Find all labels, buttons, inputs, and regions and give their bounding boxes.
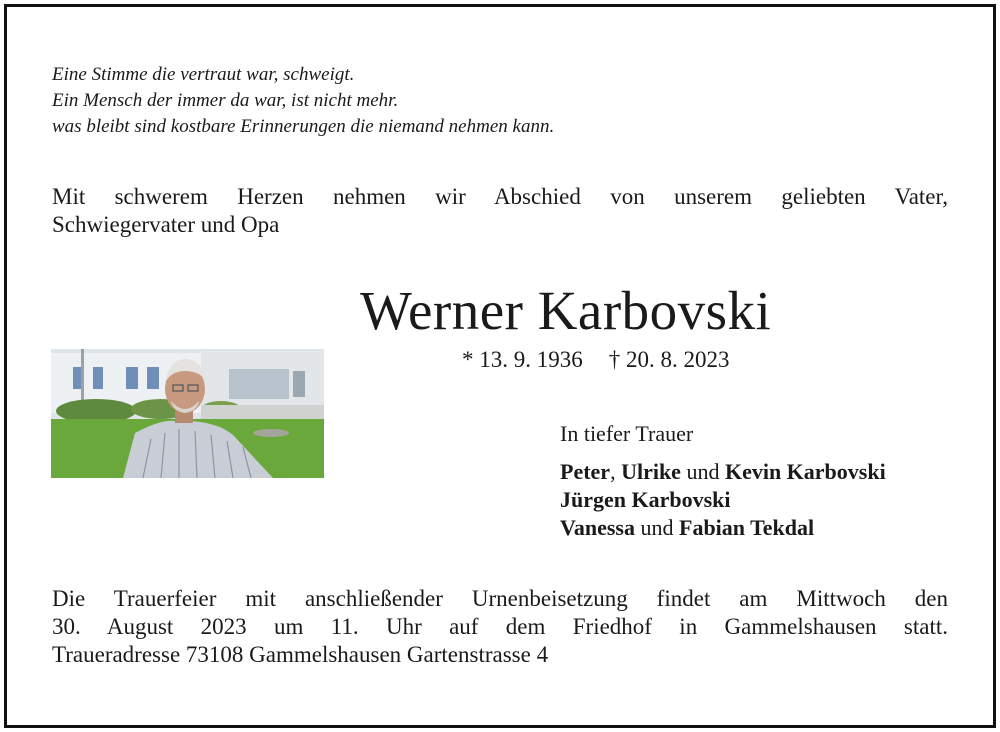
intro-line-2: Schwiegervater und Opa	[52, 212, 280, 237]
poem-line-2: Ein Mensch der immer da war, ist nicht mehr.	[52, 90, 399, 111]
mourner-name: Ulrike	[621, 459, 681, 484]
death-date: † 20. 8. 2023	[608, 347, 730, 372]
mourners-line-1	[560, 458, 886, 486]
mourner-name: Vanessa	[560, 515, 635, 540]
poem-line-3: was bleibt sind kostbare Erinnerungen die niemand nehmen kann.	[52, 116, 555, 137]
mourners-list	[560, 458, 886, 542]
deceased-name: Werner Karbovski	[360, 280, 772, 341]
funeral-line-2: 30. August 2023 um 11. Uhr auf dem Friedhof in Gammelshausen statt.	[52, 614, 948, 639]
separator: und	[635, 515, 679, 540]
mourners-line-3	[560, 514, 886, 542]
mourning-heading: In tiefer Trauer	[560, 421, 694, 446]
funeral-line-3: Traueradresse 73108 Gammelshausen Gartenstrasse 4	[52, 642, 549, 667]
funeral-line-1: Die Trauerfeier mit anschließender Urnenbeisetzung findet am Mittwoch den	[52, 586, 948, 611]
mourner-name: Peter	[560, 459, 611, 484]
intro-text	[52, 183, 948, 239]
mourners-line-2	[560, 486, 886, 514]
funeral-info	[52, 585, 948, 669]
separator: und	[680, 459, 725, 484]
intro-line-1: Mit schwerem Herzen nehmen wir Abschied von unserem geliebten Vater,	[52, 184, 948, 209]
portrait-photo	[51, 349, 324, 478]
mourner-name: Jürgen Karbovski	[560, 487, 731, 512]
poem	[52, 62, 554, 140]
separator: ,	[610, 459, 622, 484]
mourner-name: Kevin Karbovski	[724, 459, 886, 484]
life-dates	[462, 346, 730, 374]
poem-line-1: Eine Stimme die vertraut war, schweigt.	[52, 64, 355, 85]
mourner-name: Fabian Tekdal	[679, 515, 815, 540]
birth-date: * 13. 9. 1936	[462, 347, 583, 372]
